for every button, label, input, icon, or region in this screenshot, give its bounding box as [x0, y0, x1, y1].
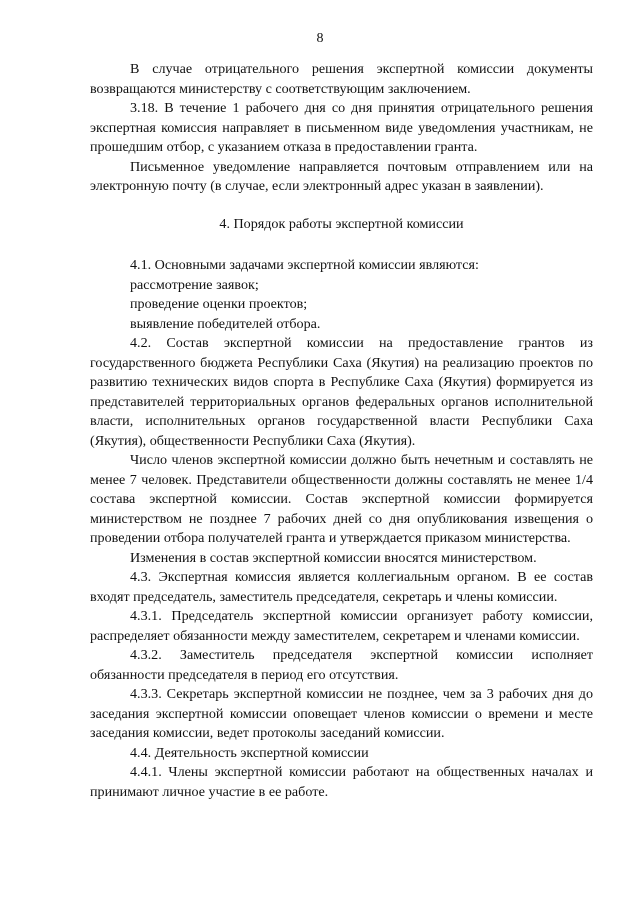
paragraph: В случае отрицательного решения экспертной комиссии документы возвращаются министерству с соответствующим заключением. [90, 61, 593, 97]
list-item: рассмотрение заявок; [130, 276, 259, 293]
paragraph: 4.4.1. Члены экспертной комиссии работают на общественных началах и принимают личное участие в ее работе. [90, 764, 593, 800]
list-item: выявление победителей отбора. [130, 315, 321, 332]
document-body [90, 60, 593, 802]
paragraph: Изменения в состав экспертной комиссии вносятся министерством. [130, 549, 537, 566]
paragraph: 4.2. Состав экспертной комиссии на предоставление грантов из государственного бюджета Республики Саха (Якутия) на реализацию проектов по развитию технических видов спорта в Республике Саха (Якутия) формируется из представителей территориальных органов федеральных органов исполнительной власти, исполнительных органов государственной власти Республики Саха (Якутия), общественности Республики Саха (Якутия). [90, 335, 593, 449]
paragraph: 4.3. Экспертная комиссия является коллегиальным органом. В ее состав входят председатель, заместитель председателя, секретарь и члены комиссии. [90, 569, 593, 605]
paragraph: Письменное уведомление направляется почтовым отправлением или на электронную почту (в случае, если электронный адрес указан в заявлении). [90, 158, 593, 194]
paragraph: 4.3.2. Заместитель председателя экспертной комиссии исполняет обязанности председателя в период его отсутствия. [90, 647, 593, 683]
list-item: проведение оценки проектов; [130, 296, 308, 312]
paragraph: 3.18. В течение 1 рабочего дня со дня принятия отрицательного решения экспертная комиссия направляет в письменном виде уведомления участникам, не прошедшим отбор, с указанием отказа в предоставлении гранта. [90, 100, 593, 155]
paragraph: 4.4. Деятельность экспертной комиссии [130, 744, 369, 761]
paragraph: Число членов экспертной комиссии должно быть нечетным и составлять не менее 7 человек. Представители общественности должны составлять не менее 1/4 состава экспертной комиссии. Состав экспертной комиссии формируется министерством не позднее 7 рабочих дней со дня опубликования извещения о проведении отбора получателей гранта и утверждается приказом министерства. [90, 452, 593, 546]
page-number: 8 [316, 31, 324, 46]
list-item: 4.1. Основными задачами экспертной комиссии являются: [130, 257, 479, 273]
section-heading: 4. Порядок работы экспертной комиссии [219, 215, 464, 232]
paragraph: 4.3.3. Секретарь экспертной комиссии не позднее, чем за 3 рабочих дня до заседания экспертной комиссии оповещает членов комиссии о времени и месте заседания комиссии, ведет протоколы заседаний комиссии. [90, 686, 593, 741]
paragraph: 4.3.1. Председатель экспертной комиссии организует работу комиссии, распределяет обязанности между заместителем, секретарем и членами комиссии. [90, 608, 593, 644]
